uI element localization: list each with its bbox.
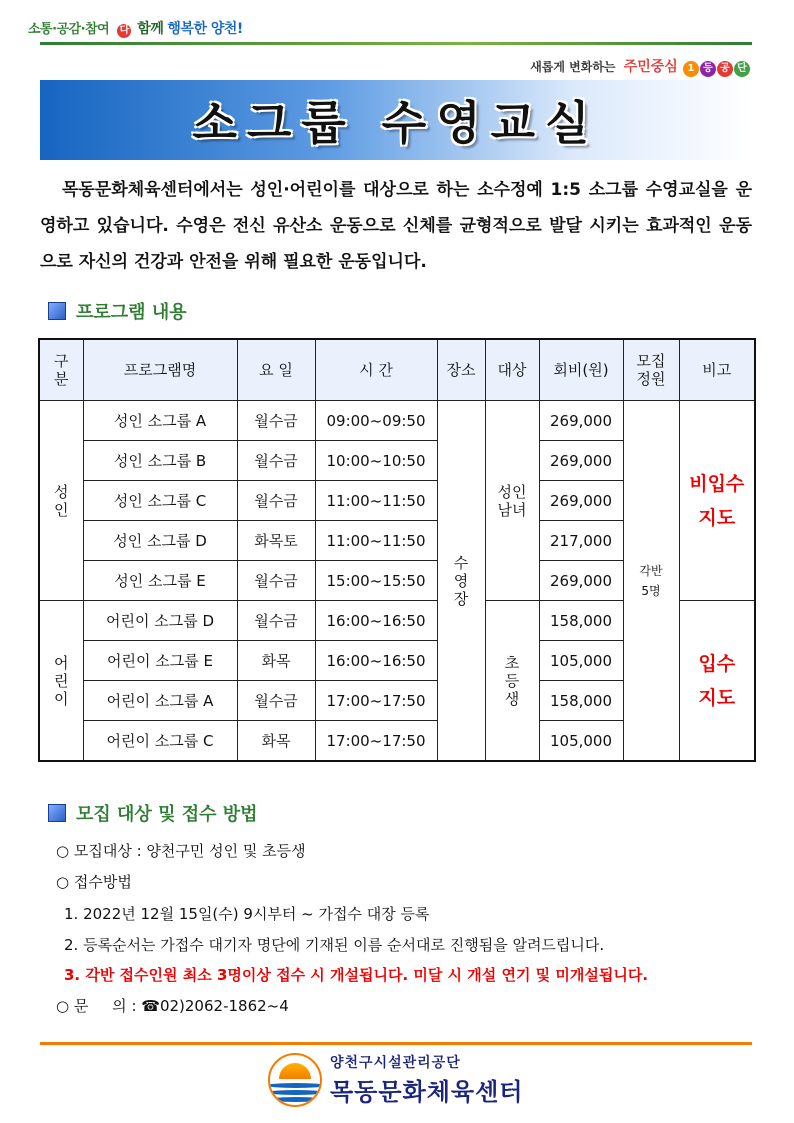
footer [268, 1052, 523, 1107]
program-days: 화목토 [237, 521, 315, 561]
capacity-cell: 각반 5명 [623, 401, 679, 762]
program-time: 11:00~11:50 [315, 481, 437, 521]
target-adult: 성인남녀 [485, 401, 539, 601]
program-time: 16:00~16:50 [315, 641, 437, 681]
sub-slogan-text: 새롭게 변화하는 [530, 60, 616, 74]
section-heading-recruit [48, 800, 258, 826]
program-time: 17:00~17:50 [315, 721, 437, 762]
header-note: 비고 [679, 339, 755, 401]
note-child: 입수지도 [679, 601, 755, 762]
category-child: 어린이 [39, 601, 83, 762]
program-days: 월수금 [237, 441, 315, 481]
program-name: 어린이 소그룹 D [83, 601, 237, 641]
program-name: 성인 소그룹 A [83, 401, 237, 441]
footer-divider [40, 1042, 752, 1045]
page-title: 소그룹 수영교실 [192, 96, 600, 150]
header-days: 요 일 [237, 339, 315, 401]
program-fee: 217,000 [539, 521, 623, 561]
sub-slogan-badge: 등 [700, 61, 716, 77]
program-fee: 269,000 [539, 561, 623, 601]
program-days: 월수금 [237, 401, 315, 441]
intro-paragraph: 목동문화체육센터에서는 성인·어린이를 대상으로 하는 소수정예 1:5 소그룹 수영교실을 운영하고 있습니다. 수영은 전신 유산소 운동으로 신체를 균형적으로 발달 시키는 효과적인 운동으로 자신의 건강과 안전을 위해 필요한 운동입니다. [40, 180, 752, 272]
recruit-step-1: 1. 2022년 12월 15일(수) 9시부터 ~ 가접수 대장 등록 [64, 905, 430, 923]
recruit-step-3: 3. 각반 접수인원 최소 3명이상 접수 시 개설됩니다. 미달 시 개설 연기 및 미개설됩니다. [64, 966, 649, 984]
program-time: 09:00~09:50 [315, 401, 437, 441]
program-time: 10:00~10:50 [315, 441, 437, 481]
program-table [38, 338, 756, 762]
program-fee: 158,000 [539, 681, 623, 721]
place-cell: 수영장 [437, 401, 485, 762]
program-fee: 269,000 [539, 481, 623, 521]
target-child: 초등생 [485, 601, 539, 762]
program-name: 성인 소그룹 E [83, 561, 237, 601]
program-days: 월수금 [237, 681, 315, 721]
program-name: 어린이 소그룹 A [83, 681, 237, 721]
footer-center: 목동문화체육센터 [330, 1078, 524, 1106]
program-time: 16:00~16:50 [315, 601, 437, 641]
program-fee: 105,000 [539, 721, 623, 762]
header-fee: 회비(원) [539, 339, 623, 401]
table-row [39, 401, 755, 441]
program-days: 월수금 [237, 601, 315, 641]
slogan-badge: 다 [117, 24, 131, 38]
sub-slogan-badge: 단 [734, 61, 750, 77]
header-category: 구분 [39, 339, 83, 401]
sun-wave-logo-icon [268, 1053, 322, 1107]
square-bullet-icon [48, 804, 66, 822]
section-title: 프로그램 내용 [76, 302, 187, 323]
slogan-main: 소통·공감·참여 [28, 22, 110, 37]
table-header-row [39, 339, 755, 401]
footer-org: 양천구시설관리공단 [330, 1055, 461, 1071]
header-capacity: 모집정원 [623, 339, 679, 401]
program-days: 화목 [237, 721, 315, 762]
program-days: 화목 [237, 641, 315, 681]
program-days: 월수금 [237, 561, 315, 601]
recruit-target: ○ 모집대상 : 양천구민 성인 및 초등생 [56, 842, 306, 860]
program-name: 성인 소그룹 B [83, 441, 237, 481]
title-banner [40, 80, 752, 160]
sub-slogan-emphasis: 주민중심 [623, 59, 678, 75]
header-place: 장소 [437, 339, 485, 401]
note-adult: 비입수지도 [679, 401, 755, 601]
section-heading-program [48, 298, 187, 324]
header-time: 시 간 [315, 339, 437, 401]
sub-slogan [530, 56, 750, 77]
program-name: 어린이 소그룹 E [83, 641, 237, 681]
category-adult: 성인 [39, 401, 83, 601]
program-name: 성인 소그룹 D [83, 521, 237, 561]
program-fee: 158,000 [539, 601, 623, 641]
program-days: 월수금 [237, 481, 315, 521]
recruit-method: ○ 접수방법 [56, 873, 132, 891]
slogan-mid: 함께 [137, 21, 164, 37]
sub-slogan-badge: 공 [717, 61, 733, 77]
recruit-step-2: 2. 등록순서는 가접수 대기자 명단에 기재된 이름 순서대로 진행됨을 알려드립니다. [64, 936, 605, 954]
program-fee: 269,000 [539, 401, 623, 441]
program-time: 11:00~11:50 [315, 521, 437, 561]
header-divider [40, 42, 752, 45]
header-name: 프로그램명 [83, 339, 237, 401]
program-name: 성인 소그룹 C [83, 481, 237, 521]
sub-slogan-badge: 1 [683, 61, 699, 77]
header-target: 대상 [485, 339, 539, 401]
program-fee: 269,000 [539, 441, 623, 481]
slogan-end: 행복한 양천! [167, 21, 243, 37]
program-time: 15:00~15:50 [315, 561, 437, 601]
program-fee: 105,000 [539, 641, 623, 681]
program-time: 17:00~17:50 [315, 681, 437, 721]
program-name: 어린이 소그룹 C [83, 721, 237, 762]
header-slogan [28, 18, 243, 38]
contact-info: ○ 문 의 : ☎02)2062-1862~4 [56, 997, 289, 1015]
square-bullet-icon [48, 302, 66, 320]
section-title: 모집 대상 및 접수 방법 [76, 804, 258, 825]
